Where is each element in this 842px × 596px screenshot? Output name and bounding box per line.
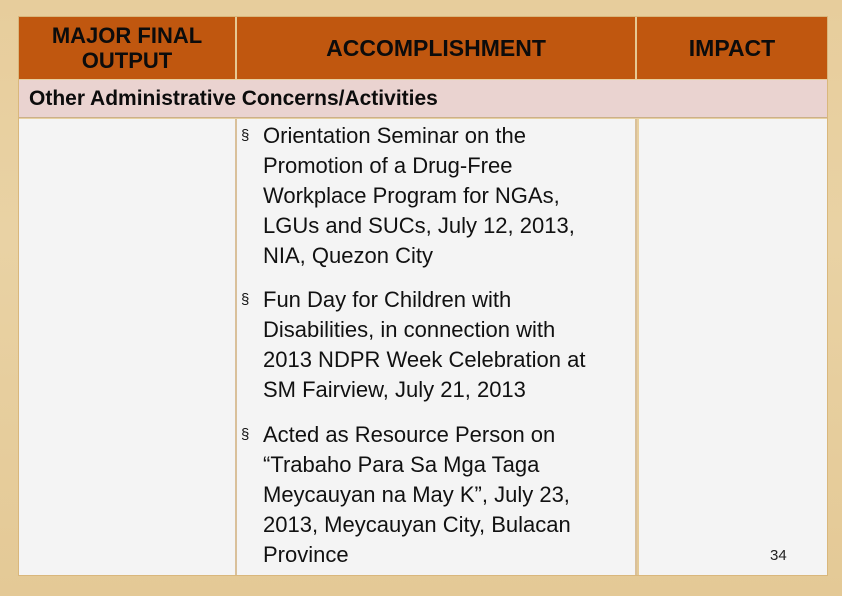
item-line: Orientation Seminar on the bbox=[263, 123, 526, 148]
item-line: NIA, Quezon City bbox=[263, 243, 433, 268]
bullet-icon: § bbox=[241, 426, 250, 443]
accomplishment-item bbox=[241, 420, 641, 570]
item-line: Province bbox=[263, 542, 349, 567]
item-line: Workplace Program for NGAs, bbox=[263, 183, 560, 208]
accomplishment-item bbox=[241, 285, 641, 405]
header-col1-line2: OUTPUT bbox=[81, 48, 173, 73]
item-line: Promotion of a Drug-Free bbox=[263, 153, 513, 178]
section-title: Other Administrative Concerns/Activities bbox=[29, 87, 438, 110]
header-col1-line1: MAJOR FINAL bbox=[51, 23, 203, 48]
accomplishment-table bbox=[18, 16, 828, 576]
page-number: 34 bbox=[770, 547, 787, 564]
bullet-icon: § bbox=[241, 291, 250, 308]
impact-cell bbox=[639, 119, 827, 575]
header-accomplishment: ACCOMPLISHMENT bbox=[237, 17, 637, 79]
item-line: 2013, Meycauyan City, Bulacan bbox=[263, 512, 571, 537]
bullet-icon: § bbox=[241, 127, 250, 144]
item-line: Fun Day for Children with bbox=[263, 287, 512, 312]
item-line: SM Fairview, July 21, 2013 bbox=[263, 377, 526, 402]
section-row bbox=[19, 80, 827, 118]
item-line: Acted as Resource Person on bbox=[263, 422, 556, 447]
item-line: LGUs and SUCs, July 12, 2013, bbox=[263, 213, 575, 238]
header-major-final-output bbox=[19, 17, 237, 79]
header-impact: IMPACT bbox=[637, 17, 827, 79]
item-line: Disabilities, in connection with bbox=[263, 317, 556, 342]
major-final-output-cell bbox=[19, 119, 237, 575]
item-line: Meycauyan na May K”, July 23, bbox=[263, 482, 570, 507]
item-line: “Trabaho Para Sa Mga Taga bbox=[263, 452, 540, 477]
item-line: 2013 NDPR Week Celebration at bbox=[263, 347, 586, 372]
accomplishment-item bbox=[241, 121, 641, 271]
